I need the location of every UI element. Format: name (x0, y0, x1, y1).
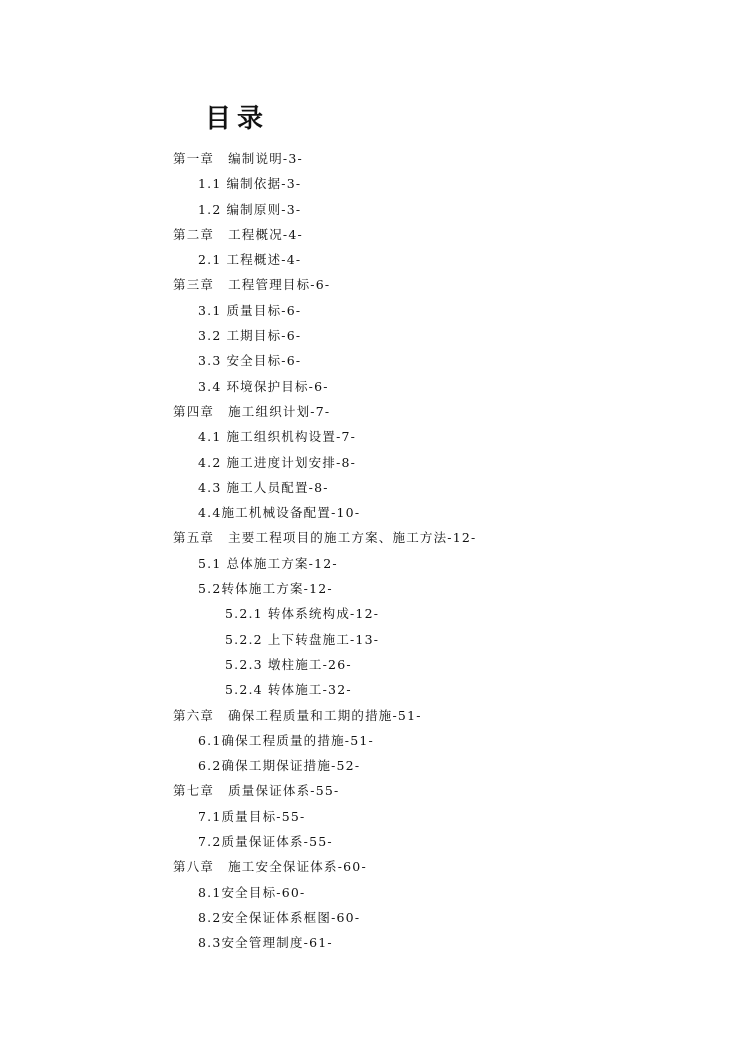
toc-entry-text: 编制说明-3- (228, 151, 303, 166)
toc-section-entry[interactable] (0, 348, 744, 373)
toc-entry-text: 质量目标-6- (226, 302, 302, 318)
toc-entry-text: 工程概况-4- (228, 226, 303, 242)
toc-section-entry[interactable] (0, 804, 744, 829)
toc-entry-text: 质量目标-55- (221, 808, 306, 824)
toc-entry-number: 第八章 (173, 859, 215, 875)
toc-section-entry[interactable] (0, 905, 744, 930)
toc-entry-number: 第二章 (173, 226, 215, 242)
toc-title: 目录 (205, 104, 270, 134)
toc-section-entry[interactable] (0, 450, 744, 475)
toc-section-entry[interactable] (0, 880, 744, 905)
toc-entry-text: 确保工程质量的措施-51- (221, 732, 374, 748)
toc-entry-number: 第四章 (173, 403, 215, 419)
toc-entry-text: 安全保证体系框图-60- (221, 909, 361, 925)
toc-entry-text: 总体施工方案-12- (226, 555, 338, 571)
toc-entry-text: 转体施工方案-12- (221, 581, 333, 597)
toc-section-entry[interactable] (0, 475, 744, 500)
toc-entry-text: 确保工期保证措施-52- (221, 758, 361, 774)
toc-chapter-entry[interactable] (0, 854, 744, 879)
toc-entry-text: 编制依据-3- (226, 176, 302, 192)
toc-entry-text: 施工进度计划安排-8- (226, 454, 357, 470)
toc-entry-text: 主要工程项目的施工方案、施工方法-12- (228, 530, 477, 546)
toc-entry-number: 第三章 (173, 277, 215, 293)
toc-entry-number: 8.1 (198, 884, 222, 900)
table-of-contents (0, 146, 744, 956)
toc-entry-number: 4.1 (198, 429, 222, 445)
toc-chapter-entry[interactable] (0, 272, 744, 297)
toc-entry-number: 4.3 (198, 479, 222, 495)
toc-section-entry[interactable] (0, 374, 744, 399)
toc-entry-number: 4.4 (198, 505, 222, 521)
toc-entry-text: 施工组织计划-7- (228, 403, 331, 419)
toc-section-entry[interactable] (0, 829, 744, 854)
toc-entry-text: 转体施工-32- (267, 682, 352, 698)
toc-section-entry[interactable] (0, 576, 744, 601)
toc-entry-text: 安全目标-60- (221, 884, 306, 900)
toc-entry-number: 第六章 (173, 707, 215, 723)
toc-entry-text: 确保工程质量和工期的措施-51- (228, 707, 422, 723)
toc-entry-number: 5.2.1 (225, 606, 263, 622)
toc-entry-number: 5.2 (198, 581, 222, 597)
toc-entry-text: 安全目标-6- (226, 353, 302, 369)
toc-entry-number: 5.2.4 (225, 682, 263, 698)
toc-entry-text: 工程管理目标-6- (228, 277, 331, 293)
toc-entry-number: 3.2 (198, 328, 222, 344)
toc-section-entry[interactable] (0, 171, 744, 196)
toc-entry-text: 施工人员配置-8- (226, 479, 329, 495)
toc-section-entry[interactable] (0, 930, 744, 955)
toc-chapter-entry[interactable] (0, 703, 744, 728)
toc-entry-text: 质量保证体系-55- (221, 834, 333, 850)
toc-entry-text: 上下转盘施工-13- (267, 631, 380, 647)
toc-section-entry[interactable] (0, 424, 744, 449)
toc-section-entry[interactable] (0, 753, 744, 778)
toc-entry-number: 5.1 (198, 555, 222, 571)
toc-section-entry[interactable] (0, 247, 744, 272)
toc-entry-text: 转体系统构成-12- (267, 606, 380, 622)
toc-section-entry[interactable] (0, 298, 744, 323)
toc-entry-number: 5.2.2 (225, 631, 263, 647)
toc-entry-number: 7.1 (198, 808, 222, 824)
toc-section-entry[interactable] (0, 500, 744, 525)
toc-entry-number: 3.1 (198, 302, 222, 318)
toc-entry-text: 工程概述-4- (226, 252, 302, 268)
toc-section-entry[interactable] (0, 601, 744, 626)
toc-entry-number: 5.2.3 (225, 656, 263, 672)
toc-entry-number: 1.2 (198, 201, 222, 217)
toc-entry-text: 安全管理制度-61- (221, 935, 333, 951)
toc-entry-number: 3.3 (198, 353, 222, 369)
toc-entry-text: 环境保护目标-6- (226, 378, 329, 394)
toc-section-entry[interactable] (0, 551, 744, 576)
toc-section-entry[interactable] (0, 197, 744, 222)
toc-section-entry[interactable] (0, 323, 744, 348)
toc-entry-text: 工期目标-6- (226, 328, 302, 344)
toc-entry-number: 6.2 (198, 758, 222, 774)
toc-section-entry[interactable] (0, 652, 744, 677)
toc-entry-number: 7.2 (198, 834, 222, 850)
toc-entry-text: 施工组织机构设置-7- (226, 429, 357, 445)
toc-chapter-entry[interactable] (0, 525, 744, 550)
toc-entry-number: 8.2 (198, 909, 222, 925)
toc-entry-number: 3.4 (198, 378, 222, 394)
toc-entry-text: 施工安全保证体系-60- (228, 859, 367, 875)
toc-entry-number: 6.1 (198, 732, 222, 748)
toc-section-entry[interactable] (0, 677, 744, 702)
toc-entry-text: 施工机械设备配置-10- (221, 505, 361, 521)
toc-entry-number: 第一章 (173, 151, 215, 166)
toc-section-entry[interactable] (0, 728, 744, 753)
toc-entry-number: 8.3 (198, 935, 222, 951)
toc-chapter-entry[interactable] (0, 399, 744, 424)
toc-entry-number: 4.2 (198, 454, 222, 470)
toc-entry-text: 质量保证体系-55- (228, 783, 340, 799)
toc-entry-number: 第五章 (173, 530, 215, 546)
toc-entry-text: 编制原则-3- (226, 201, 302, 217)
toc-entry-text: 墩柱施工-26- (267, 656, 352, 672)
toc-chapter-entry[interactable] (0, 146, 744, 171)
toc-section-entry[interactable] (0, 627, 744, 652)
toc-entry-number: 1.1 (198, 176, 222, 192)
toc-entry-number: 第七章 (173, 783, 215, 799)
toc-entry-number: 2.1 (198, 252, 222, 268)
toc-chapter-entry[interactable] (0, 222, 744, 247)
toc-chapter-entry[interactable] (0, 778, 744, 803)
